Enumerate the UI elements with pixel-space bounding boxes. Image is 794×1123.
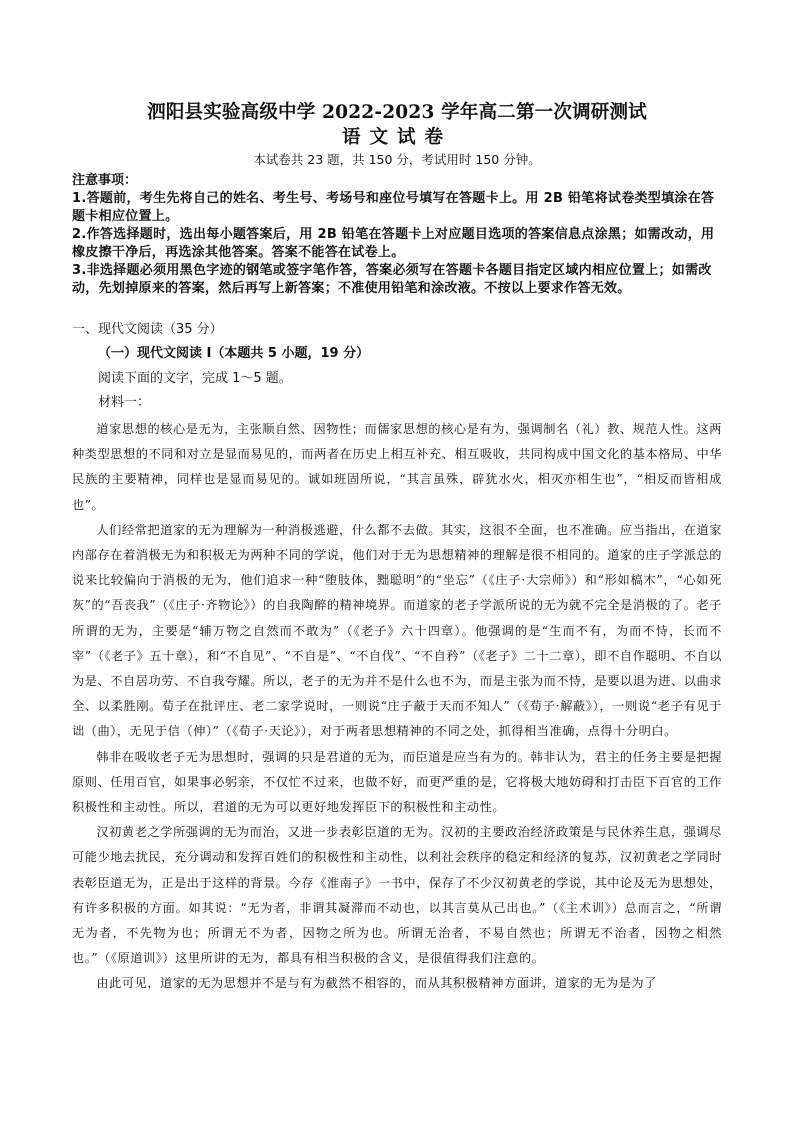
notice-heading: 注意事项： xyxy=(72,173,138,188)
material-label: 材料一： xyxy=(98,395,151,410)
exam-subject: 语文试卷 xyxy=(341,127,452,148)
notice-block xyxy=(72,172,722,298)
exam-page xyxy=(72,100,722,997)
subsection-heading: （一）现代文阅读 I（本题共 5 小题，19 分） xyxy=(98,346,370,361)
passage-paragraph: 汉初黄老之学所强调的无为而治，又进一步表彰臣道的无为。汉初的主要政治经济政策是与民休养生息，强调尽可能少地去扰民，充分调动和发挥百姓们的积极性和主动性，以利社会秩序的稳定和经济的复苏，汉初黄老之学同时表彰臣道无为，正是出于这样的背景。今存《淮南子》一书中，保存了不少汉初黄老的学说，其中论及无为思想处，有许多积极的方面。如其说：“无为者，非谓其凝滞而不动也，以其言莫从己出也。”（《主术训》）总而言之，“所谓无为者，不先物为也；所谓无不为者，因物之所为也。所谓无治者，不易自然也；所谓无不治者，因物之相然也。”（《原道训》）这里所讲的无为，都具有相当积极的含义，是很值得我们注意的。 xyxy=(72,825,722,966)
passage-paragraph: 由此可见，道家的无为思想并不是与有为截然不相容的，而从其积极精神方面讲，道家的无为是为了 xyxy=(96,976,657,991)
notice-item-2: 2.作答选择题时，选出每小题答案后，用 2B 铅笔在答题卡上对应题目选项的答案信息点涂黑；如需改动，用橡皮擦干净后，再选涂其他答案。答案不能答在试卷上。 xyxy=(72,227,715,260)
passage-paragraph: 韩非在吸收老子无为思想时，强调的只是君道的无为，而臣道是应当有为的。韩非认为，君主的任务主要是把握原则、任用百官，如果事必躬亲，不仅忙不过来，也做不好，而更严重的是，它将极大地妨碍和打击臣下百官的工作积极性和主动性。所以，君道的无为可以更好地发挥臣下的积极性和主动性。 xyxy=(72,749,722,815)
exam-info: 本试卷共 23 题，共 150 分，考试用时 150 分钟。 xyxy=(253,152,541,167)
exam-title: 泗阳县实验高级中学 2022-2023 学年高二第一次调研测试 xyxy=(147,102,647,123)
notice-item-3: 3.非选择题必须用黑色字迹的钢笔或签字笔作答，答案必须写在答题卡各题目指定区域内相应位置上；如需改动，先划掉原来的答案，然后再写上新答案；不准使用铅笔和涂改液。不按以上要求作答无效。 xyxy=(72,263,712,296)
passage-paragraph: 道家思想的核心是无为，主张顺自然、因物性；而儒家思想的核心是有为，强调制名（礼）教、规范人性。这两种类型思想的不同和对立是显而易见的，而两者在历史上相互补充、相互吸收，共同构成中国文化的基本格局、中华民族的主要精神，同样也是显而易见的。诚如班固所说，“其言虽殊，辟犹水火，相灭亦相生也”，“相反而皆相成也”。 xyxy=(72,422,722,512)
reading-instruction: 阅读下面的文字，完成 1～5 题。 xyxy=(98,371,292,386)
passage-paragraph: 人们经常把道家的无为理解为一种消极逃避，什么都不去做。其实，这很不全面，也不准确。应当指出，在道家内部存在着消极无为和积极无为两种不同的学说，他们对于无为思想精神的理解是很不相同的。道家的庄子学派总的说来比较偏向于消极的无为，他们追求一种“堕肢体，黜聪明”的“坐忘”（《庄子·大宗师》）和“形如槁木”，“心如死灰”的“吾丧我”（《庄子·齐物论》）的自我陶醉的精神境界。而道家的老子学派所说的无为就不完全是消极的了。老子所谓的无为，主要是“辅万物之自然而不敢为”（《老子》六十四章）。他强调的是“生而不有，为而不恃，长而不宰”（《老子》五十章），和“不自见”、“不自是”、“不自伐”、“不自矜”（《老子》二十二章），即不自作聪明、不自以为是、不自居功劳、不自我夸耀。所以，老子的无为并不是什么也不为，而是主张为而不恃，是要以退为进、以曲求全、以柔胜刚。荀子在批评庄、老二家学说时，一则说“庄子蔽于天而不知人”（《荀子·解蔽》），一则说“老子有见于诎（曲），无见于信（伸）”（《荀子·天论》），对于两者思想精神的不同之处，抓得相当准确，点得十分明白。 xyxy=(72,522,722,739)
notice-item-1: 1.答题前，考生先将自己的姓名、考生号、考场号和座位号填写在答题卡上。用 2B 铅笔将试卷类型填涂在答题卡相应位置上。 xyxy=(72,191,715,224)
section-heading: 一、现代文阅读（35 分） xyxy=(72,322,223,337)
reading-passage xyxy=(72,417,722,997)
